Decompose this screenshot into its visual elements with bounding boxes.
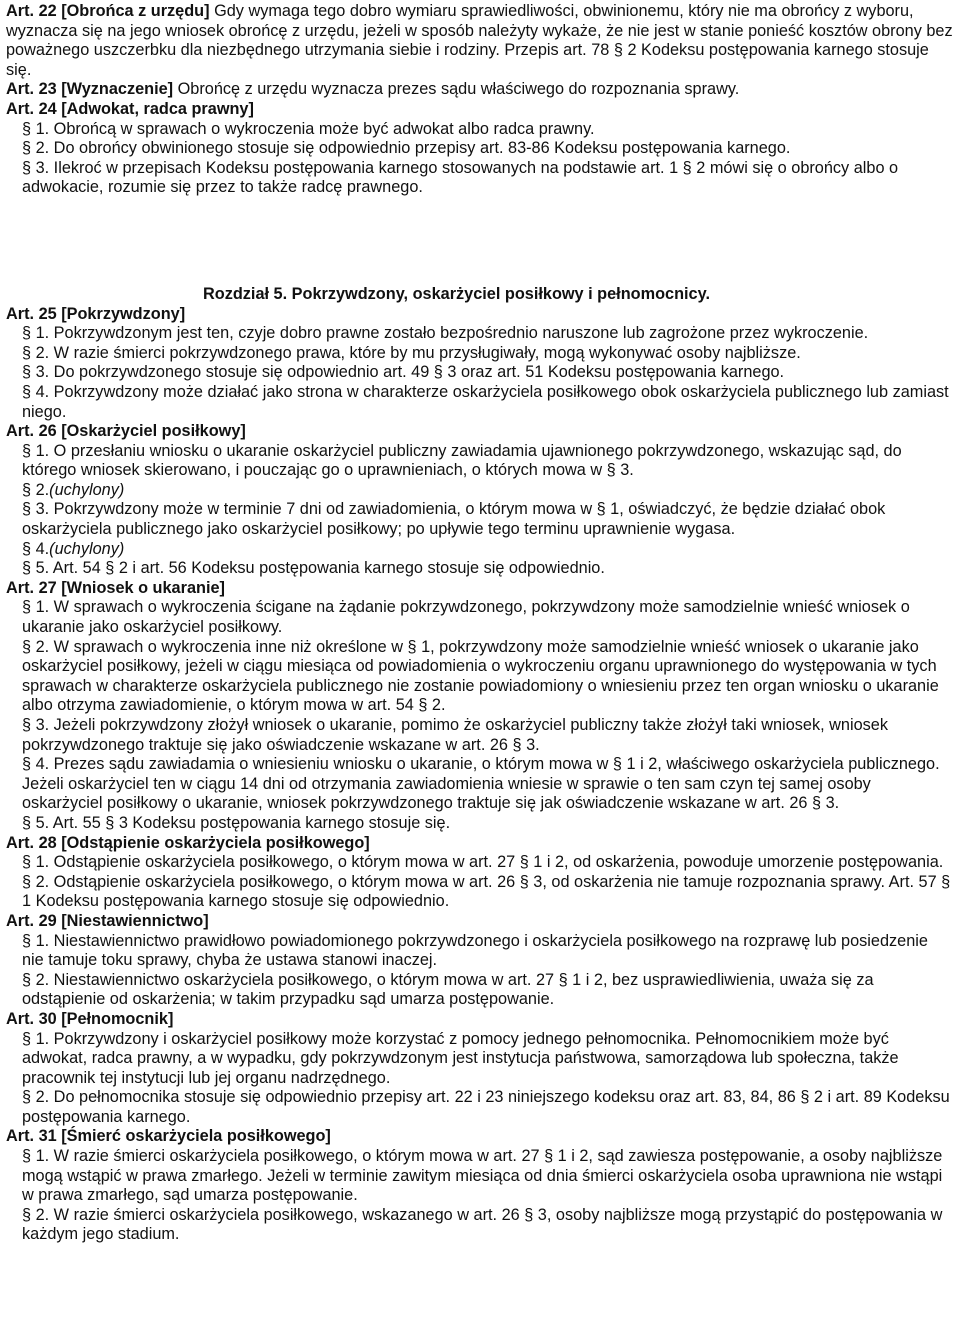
text-run: § 2. Do obrońcy obwinionego stosuje się odpowiednio przepisy art. 83-86 Kodeksu postępowania karnego. [22, 139, 791, 158]
article-title: Art. 25 [Pokrzywdzony] [6, 304, 186, 323]
article-heading [6, 1010, 954, 1030]
article-title: Art. 22 [Obrońca z urzędu] [6, 2, 210, 20]
text-run: § 2. W razie śmierci oskarżyciela posiłkowego, wskazanego w art. 26 § 3, osoby najbliższe mogą przystąpić do postępowania w każdym jego stadium. [22, 1205, 943, 1244]
section-gap [6, 198, 954, 260]
text-run: § 3. Pokrzywdzony może w terminie 7 dni od zawiadomienia, o którym mowa w § 1, oświadczyć, że będzie działać obok oskarżyciela publicznego jako oskarżyciel posiłkowy; po upływie tego terminu uprawnienie wygasa. [22, 500, 886, 539]
article-title: Art. 29 [Niestawiennictwo] [6, 911, 209, 930]
text-run: § 1. Niestawiennictwo prawidłowo powiadomionego pokrzywdzonego i oskarżyciela posiłkowego na rozprawę lub posiedzenie nie tamuje toku sprawy, chyba że ustawa stanowi inaczej. [22, 931, 928, 970]
article-heading [6, 579, 954, 599]
paragraph-item [6, 344, 954, 364]
text-run: § 4. Pokrzywdzony może działać jako strona w charakterze oskarżyciela posiłkowego obok oskarżyciela publicznego lub zamiast niego. [22, 382, 949, 421]
text-run: § 2. Do pełnomocnika stosuje się odpowiednio przepisy art. 22 i 23 niniejszego kodeksu oraz art. 83, 84, 86 § 2 i art. 89 Kodeksu postępowania karnego. [22, 1088, 950, 1126]
text-run: § 1. Pokrzywdzony i oskarżyciel posiłkowy może korzystać z pomocy jednego pełnomocnika. Pełnomocnikiem może być adwokat, radca prawny, a w wypadku, gdy pokrzywdzonym jest instytucja państwowa, samorządowa lub społeczna, także pracownik tej instytucji lub jej organu nadrzędnego. [22, 1029, 899, 1087]
paragraph-item [6, 324, 954, 344]
text-run: § 3. Do pokrzywdzonego stosuje się odpowiednio art. 49 § 3 oraz art. 51 Kodeksu postępowania karnego. [22, 363, 785, 382]
article-paragraph [6, 2, 954, 80]
article-title: Art. 30 [Pełnomocnik] [6, 1009, 174, 1028]
paragraph-item [6, 755, 954, 814]
paragraph-item [6, 932, 954, 971]
text-run: (uchylony) [49, 480, 125, 499]
text-run: § 1. O przesłaniu wniosku o ukaranie oskarżyciel publiczny zawiadamia ujawnionego pokrzywdzonego, wskazując sąd, do którego wniosek skierowano, i pouczając go o uprawnieniach, o których mowa w § 3. [22, 441, 902, 480]
article-title: Art. 26 [Oskarżyciel posiłkowy] [6, 422, 246, 441]
paragraph-item [6, 1030, 954, 1089]
chapter-heading [6, 285, 954, 305]
paragraph-item [6, 971, 954, 1010]
text-run: § 5. Art. 54 § 2 i art. 56 Kodeksu postępowania karnego stosuje się odpowiednio. [22, 559, 605, 578]
article-paragraph [6, 80, 954, 100]
article-heading [6, 912, 954, 932]
paragraph-item [6, 814, 954, 834]
paragraph-item [6, 1088, 954, 1127]
article-title: Art. 24 [Adwokat, radca prawny] [6, 99, 254, 118]
paragraph-item [6, 481, 954, 501]
paragraph-item [6, 1147, 954, 1206]
text-run: § 2. W sprawach o wykroczenia inne niż określone w § 1, pokrzywdzony może samodzielnie wnieść wniosek o ukaranie jako oskarżyciel posiłkowy, jeżeli w ciągu miesiąca od powiadomienia o wykroczeniu organu uprawnionego do występowania w tych sprawach w charakterze oskarżyciela publicznego nie zostanie powiadomiony o wniesieniu przez ten organ wniosku o ukaranie albo otrzyma zawiadomienie, o którym mowa w art. 54 § 2. [22, 637, 939, 715]
article-title: Art. 23 [Wyznaczenie] [6, 80, 174, 99]
text-run: (uchylony) [49, 539, 125, 558]
text-run: § 3. Ilekroć w przepisach Kodeksu postępowania karnego stosowanych na podstawie art. 1 § 2 mówi się o obrońcy albo o adwokacie, rozumie się przez to także radcę prawnego. [22, 158, 899, 197]
article-title: Rozdział 5. Pokrzywdzony, oskarżyciel posiłkowy i pełnomocnicy. [203, 284, 710, 303]
text-run: § 1. Odstąpienie oskarżyciela posiłkowego, o którym mowa w art. 27 § 1 i 2, od oskarżenia, powoduje umorzenie postępowania. [22, 853, 944, 872]
article-title: Art. 31 [Śmierć oskarżyciela posiłkowego] [6, 1127, 331, 1146]
article-heading [6, 100, 954, 120]
paragraph-item [6, 853, 954, 873]
text-run: § 5. Art. 55 § 3 Kodeksu postępowania karnego stosuje się. [22, 813, 451, 832]
text-run: § 2. W razie śmierci pokrzywdzonego prawa, które by mu przysługiwały, mogą wykonywać osoby najbliższe. [22, 343, 801, 362]
paragraph-item [6, 638, 954, 716]
text-run: § 1. Pokrzywdzonym jest ten, czyje dobro prawne zostało bezpośrednio naruszone lub zagrożone przez wykroczenie. [22, 324, 869, 343]
paragraph-item [6, 159, 954, 198]
article-heading [6, 1127, 954, 1147]
paragraph-item [6, 873, 954, 912]
text-run: § 1. W razie śmierci oskarżyciela posiłkowego, o którym mowa w art. 27 § 1 i 2, sąd zawiesza postępowanie, a osoby najbliższe mogą wstąpić w prawa zmarłego. Jeżeli w terminie zawitym miesiąca od dnia śmierci oskarżyciela osoba uprawniona nie wstąpi w prawa zmarłego, sąd umarza postępowanie. [22, 1147, 943, 1205]
article-title: Art. 28 [Odstąpienie oskarżyciela posiłkowego] [6, 833, 370, 852]
article-heading [6, 422, 954, 442]
paragraph-item [6, 1206, 954, 1245]
text-run: § 1. Obrońcą w sprawach o wykroczenia może być adwokat albo radca prawny. [22, 119, 595, 138]
text-run: § 3. Jeżeli pokrzywdzony złożył wniosek o ukaranie, pomimo że oskarżyciel publiczny także złożył taki wniosek, wniosek pokrzywdzonego traktuje się jako oświadczenie wskazane w art. 26 § 3. [22, 716, 888, 754]
text-run: Gdy wymaga tego dobro wymiaru sprawiedliwości, obwinionemu, który nie ma obrońcy z wyboru, wyznacza się na jego wniosek obrońcę z urzędu, jeżeli w sposób należyty wykaże, że nie jest w stanie ponieść kosztów obrony bez poważnego uszczerbku dla niezbędnego utrzymania siebie i rodziny. Przepis art. 78 § 2 Kodeksu postępowania karnego stosuje się. [6, 2, 953, 79]
text-run: § 2. [22, 480, 50, 499]
paragraph-item [6, 540, 954, 560]
text-run: Obrońcę z urzędu wyznacza prezes sądu właściwego do rozpoznania sprawy. [173, 80, 740, 99]
article-heading [6, 305, 954, 325]
article-title: Art. 27 [Wniosek o ukaranie] [6, 578, 225, 597]
paragraph-item [6, 598, 954, 637]
paragraph-item [6, 363, 954, 383]
paragraph-item [6, 559, 954, 579]
text-run: § 4. [22, 539, 50, 558]
paragraph-item [6, 120, 954, 140]
paragraph-item [6, 442, 954, 481]
paragraph-item [6, 383, 954, 422]
text-run: § 2. Odstąpienie oskarżyciela posiłkowego, o którym mowa w art. 26 § 3, od oskarżenia nie tamuje rozpoznania sprawy. Art. 57 § 1 Kodeksu postępowania karnego stosuje się odpowiednio. [22, 872, 951, 911]
text-run: § 2. Niestawiennictwo oskarżyciela posiłkowego, o którym mowa w art. 27 § 1 i 2, bez usprawiedliwienia, uważa się za odstąpienie od oskarżenia; w takim przypadku sąd umarza postępowanie. [22, 970, 874, 1009]
paragraph-item [6, 500, 954, 539]
text-run: § 4. Prezes sądu zawiadamia o wniesieniu wniosku o ukaranie, o którym mowa w § 1 i 2, właściwego oskarżyciela publicznego. Jeżeli oskarżyciel ten w ciągu 14 dni od otrzymania zawiadomienia wniesie w sprawie o ten sam czyn tej samej osoby oskarżyciel posiłkowy o ukaranie, wniosek pokrzywdzonego traktuje się jak oświadczenie wskazane w art. 26 § 3. [22, 755, 940, 813]
text-run: § 1. W sprawach o wykroczenia ścigane na żądanie pokrzywdzonego, pokrzywdzony może samodzielnie wnieść wniosek o ukaranie jako oskarżyciel posiłkowy. [22, 598, 910, 637]
article-heading [6, 834, 954, 854]
paragraph-item [6, 139, 954, 159]
paragraph-item [6, 716, 954, 755]
